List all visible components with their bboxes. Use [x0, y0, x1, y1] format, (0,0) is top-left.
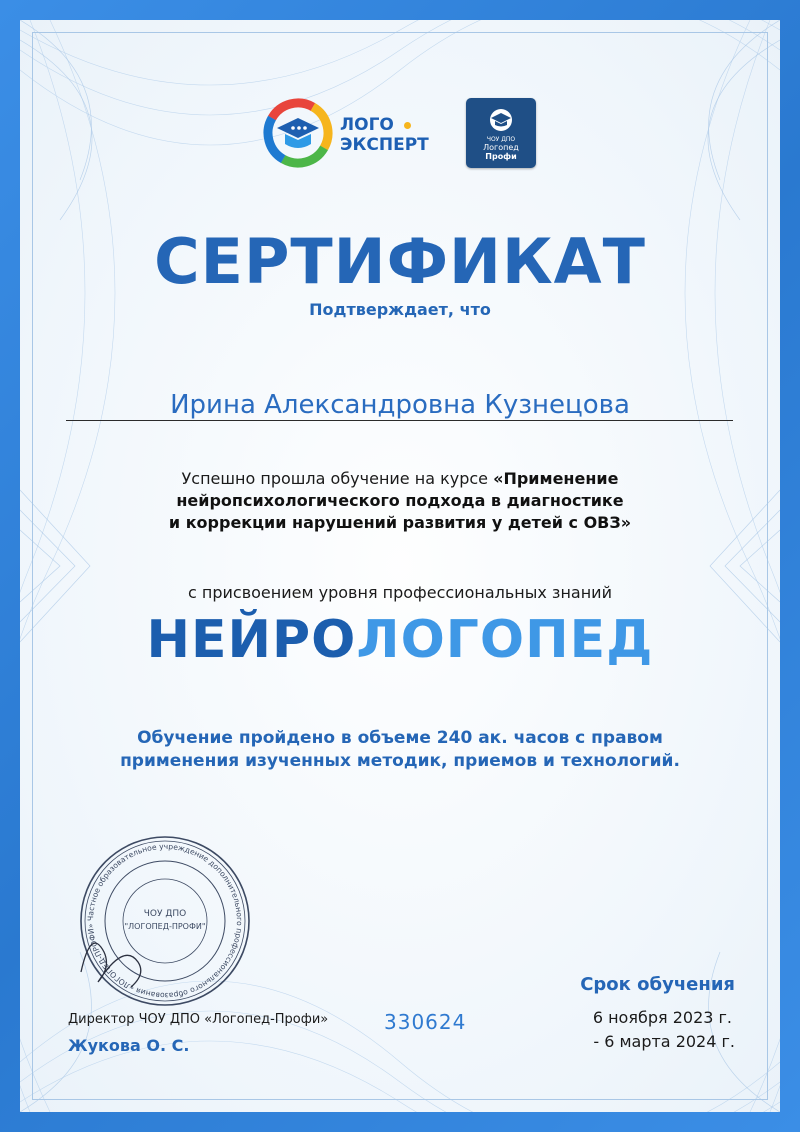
- logoexpert-line2: ЭКСПЕРТ: [340, 135, 429, 155]
- course-name-line2: нейропсихологического подхода в диагностике: [176, 491, 624, 510]
- director-name: Жукова О. С.: [68, 1036, 190, 1055]
- logoexpert-icon: [263, 98, 333, 168]
- certificate-sheet: [20, 20, 780, 1112]
- stamp-center-line2: "ЛОГОПЕД-ПРОФИ": [124, 922, 206, 931]
- recipient-name: Ирина Александровна Кузнецова: [170, 390, 630, 420]
- name-underline: [66, 420, 733, 421]
- yellow-dot-icon: [404, 122, 411, 129]
- stamp-ring-text: Частное образовательное учреждение дополнительного профессионального образования «ЛОГОПЕД-ПРОФИ»: [85, 841, 245, 1001]
- term-title: Срок обучения: [580, 974, 735, 995]
- course-name-line1: «Применение: [493, 469, 619, 488]
- certificate-title: СЕРТИФИКАТ: [154, 225, 646, 298]
- logoped-line1: ЧОУ ДПО: [486, 136, 516, 143]
- logoped-line2: Логопед: [483, 143, 519, 152]
- official-stamp: [76, 832, 254, 1010]
- logoped-profi-logo: [466, 98, 536, 168]
- term-from: 6 ноября 2023 г.: [592, 1008, 732, 1027]
- logoexpert-wordmark: [340, 115, 429, 155]
- qualification-level: [20, 610, 780, 670]
- logoexpert-emblem: [263, 98, 333, 168]
- course-name-line3: и коррекции нарушений развития у детей с ОВЗ»: [168, 513, 632, 532]
- level-part2: ЛОГОПЕД: [356, 610, 654, 670]
- certificate-subtitle: Подтверждает, что: [309, 300, 491, 319]
- level-caption: с присвоением уровня профессиональных знаний: [188, 583, 612, 602]
- volume-line2: применения изученных методик, приемов и технологий.: [120, 751, 680, 771]
- logoexpert-line1: ЛОГО: [340, 115, 394, 135]
- course-description: [100, 468, 700, 534]
- stamp-center-line1: ЧОУ ДПО: [143, 909, 187, 919]
- director-title: Директор ЧОУ ДПО «Логопед-Профи»: [68, 1012, 329, 1027]
- course-prefix: Успешно прошла обучение на курсе: [181, 469, 494, 488]
- study-volume: [80, 727, 720, 773]
- volume-line1: Обучение пройдено в объеме 240 ак. часов с правом: [137, 728, 663, 748]
- logoped-line3: Профи: [485, 152, 517, 161]
- level-part1: НЕЙРО: [146, 610, 357, 670]
- certificate-number: 330624: [384, 1010, 467, 1034]
- term-to: - 6 марта 2024 г.: [593, 1032, 735, 1051]
- stamp-seal-icon: [76, 832, 254, 1010]
